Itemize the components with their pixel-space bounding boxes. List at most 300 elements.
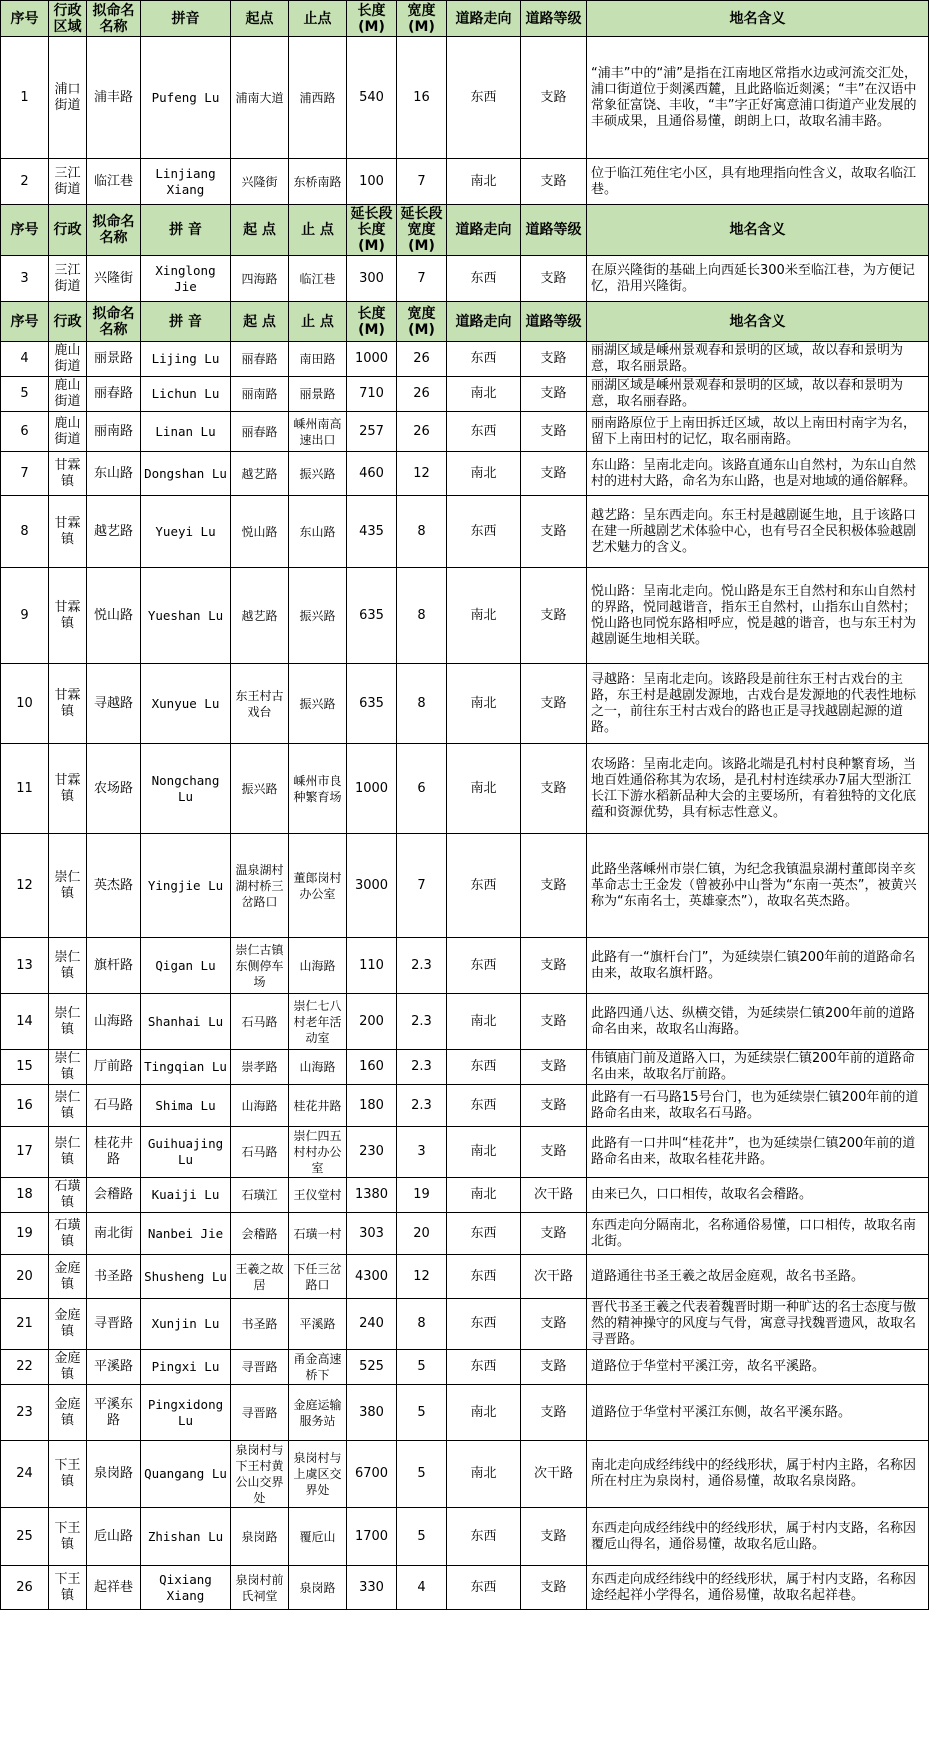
- cell-grade: 支路: [521, 1566, 587, 1610]
- cell-length: 635: [347, 664, 397, 744]
- cell-seq: 14: [1, 994, 49, 1050]
- cell-dir: 南北: [447, 159, 521, 205]
- cell-width: 2.3: [397, 1050, 447, 1085]
- cell-dir: 南北: [447, 377, 521, 412]
- header-dir: 道路走向: [447, 205, 521, 256]
- cell-seq: 9: [1, 568, 49, 664]
- cell-end: 平溪路: [289, 1299, 347, 1350]
- cell-region: 石璜镇: [49, 1213, 87, 1255]
- cell-end: 崇仁四五村村办公室: [289, 1127, 347, 1178]
- header-row: [1, 302, 929, 342]
- header-seq: 序号: [1, 1, 49, 37]
- cell-pinyin: Yingjie Lu: [141, 834, 231, 938]
- header-meaning: 地名含义: [587, 1, 929, 37]
- table-row: [1, 938, 929, 994]
- cell-end: 山海路: [289, 1050, 347, 1085]
- cell-seq: 11: [1, 744, 49, 834]
- cell-meaning: 东西走向分隔南北，名称通俗易懂，口口相传，故取名南北街。: [587, 1213, 929, 1255]
- cell-width: 26: [397, 412, 447, 452]
- header-name: 拟命名名称: [87, 205, 141, 256]
- cell-start: 书圣路: [231, 1299, 289, 1350]
- cell-name: 泉岗路: [87, 1441, 141, 1508]
- cell-end: 振兴路: [289, 452, 347, 496]
- cell-name: 厅前路: [87, 1050, 141, 1085]
- header-start: 起点: [231, 1, 289, 37]
- cell-length: 160: [347, 1050, 397, 1085]
- cell-end: 桂花井路: [289, 1085, 347, 1127]
- header-width: 宽度(M): [397, 1, 447, 37]
- cell-pinyin: Xinglong Jie: [141, 256, 231, 302]
- header-end: 止 点: [289, 205, 347, 256]
- cell-start: 会稽路: [231, 1213, 289, 1255]
- cell-grade: 支路: [521, 452, 587, 496]
- cell-region: 金庭镇: [49, 1299, 87, 1350]
- cell-grade: 支路: [521, 1085, 587, 1127]
- cell-grade: 支路: [521, 744, 587, 834]
- cell-end: 振兴路: [289, 664, 347, 744]
- cell-start: 丽南路: [231, 377, 289, 412]
- header-meaning: 地名含义: [587, 302, 929, 342]
- cell-pinyin: Yueyi Lu: [141, 496, 231, 568]
- cell-start: 石璜江: [231, 1178, 289, 1213]
- cell-width: 2.3: [397, 994, 447, 1050]
- cell-seq: 5: [1, 377, 49, 412]
- cell-start: 泉岗村与下王村黄公山交界处: [231, 1441, 289, 1508]
- cell-meaning: 此路有一口井叫“桂花井”，也为延续崇仁镇200年前的道路命名由来，故取名桂花井路。: [587, 1127, 929, 1178]
- cell-name: 桂花井路: [87, 1127, 141, 1178]
- cell-region: 石璜镇: [49, 1178, 87, 1213]
- cell-meaning: 东山路：呈南北走向。该路直通东山自然村，为东山自然村的进村大路，命名为东山路，也是对地域的通俗解释。: [587, 452, 929, 496]
- cell-meaning: 悦山路：呈南北走向。悦山路是东王自然村和东山自然村的界路，悦同越谐音，指东王自然村，山指东山自然村；悦山路也同悦东路相呼应，悦是越的谐音，也与东王村为越剧诞生地相关联。: [587, 568, 929, 664]
- cell-seq: 20: [1, 1255, 49, 1299]
- cell-length: 1000: [347, 342, 397, 377]
- table-row: [1, 1566, 929, 1610]
- cell-dir: 东西: [447, 1350, 521, 1385]
- table-row: [1, 1178, 929, 1213]
- cell-pinyin: Shima Lu: [141, 1085, 231, 1127]
- header-start: 起 点: [231, 302, 289, 342]
- cell-region: 甘霖镇: [49, 452, 87, 496]
- cell-region: 甘霖镇: [49, 744, 87, 834]
- cell-meaning: 丽南路原位于上南田拆迁区域，故以上南田村南字为名，留下上南田村的记忆，取名丽南路。: [587, 412, 929, 452]
- header-pinyin: 拼音: [141, 1, 231, 37]
- cell-region: 下王镇: [49, 1508, 87, 1566]
- cell-length: 540: [347, 37, 397, 159]
- cell-start: 四海路: [231, 256, 289, 302]
- cell-width: 26: [397, 377, 447, 412]
- header-seq: 序号: [1, 302, 49, 342]
- cell-region: 浦口街道: [49, 37, 87, 159]
- cell-length: 710: [347, 377, 397, 412]
- cell-width: 8: [397, 1299, 447, 1350]
- cell-width: 3: [397, 1127, 447, 1178]
- cell-end: 泉岗路: [289, 1566, 347, 1610]
- cell-length: 330: [347, 1566, 397, 1610]
- cell-seq: 18: [1, 1178, 49, 1213]
- cell-grade: 支路: [521, 159, 587, 205]
- cell-end: 振兴路: [289, 568, 347, 664]
- cell-dir: 东西: [447, 1255, 521, 1299]
- cell-dir: 东西: [447, 37, 521, 159]
- header-name: 拟命名名称: [87, 1, 141, 37]
- header-grade: 道路等级: [521, 1, 587, 37]
- cell-length: 303: [347, 1213, 397, 1255]
- table-row: [1, 1299, 929, 1350]
- cell-dir: 东西: [447, 412, 521, 452]
- cell-pinyin: Pingxi Lu: [141, 1350, 231, 1385]
- header-grade: 道路等级: [521, 302, 587, 342]
- cell-name: 兴隆街: [87, 256, 141, 302]
- cell-width: 5: [397, 1508, 447, 1566]
- cell-start: 崇仁古镇东侧停车场: [231, 938, 289, 994]
- cell-end: 石璜一村: [289, 1213, 347, 1255]
- cell-seq: 10: [1, 664, 49, 744]
- cell-dir: 东西: [447, 1299, 521, 1350]
- cell-width: 4: [397, 1566, 447, 1610]
- cell-pinyin: Quangang Lu: [141, 1441, 231, 1508]
- cell-region: 崇仁镇: [49, 1085, 87, 1127]
- cell-end: 王仪堂村: [289, 1178, 347, 1213]
- cell-pinyin: Kuaiji Lu: [141, 1178, 231, 1213]
- cell-dir: 南北: [447, 744, 521, 834]
- cell-meaning: 南北走向成经纬线中的经线形状，属于村内主路，名称因所在村庄为泉岗村，通俗易懂，故取名泉岗路。: [587, 1441, 929, 1508]
- cell-dir: 东西: [447, 938, 521, 994]
- table-row: [1, 1255, 929, 1299]
- cell-name: 旗杆路: [87, 938, 141, 994]
- cell-dir: 东西: [447, 1213, 521, 1255]
- cell-start: 温泉湖村湖村桥三岔路口: [231, 834, 289, 938]
- cell-pinyin: Xunjin Lu: [141, 1299, 231, 1350]
- cell-seq: 16: [1, 1085, 49, 1127]
- cell-dir: 南北: [447, 1385, 521, 1441]
- cell-end: 泉岗村与上虞区交界处: [289, 1441, 347, 1508]
- cell-length: 230: [347, 1127, 397, 1178]
- cell-width: 8: [397, 568, 447, 664]
- cell-pinyin: Yueshan Lu: [141, 568, 231, 664]
- cell-name: 书圣路: [87, 1255, 141, 1299]
- cell-seq: 2: [1, 159, 49, 205]
- cell-dir: 东西: [447, 1508, 521, 1566]
- cell-name: 南北街: [87, 1213, 141, 1255]
- cell-region: 崇仁镇: [49, 938, 87, 994]
- table-row: [1, 159, 929, 205]
- cell-length: 1700: [347, 1508, 397, 1566]
- cell-start: 寻晋路: [231, 1385, 289, 1441]
- cell-start: 浦南大道: [231, 37, 289, 159]
- table-row: [1, 1213, 929, 1255]
- header-length: 长度(M): [347, 302, 397, 342]
- cell-meaning: 道路通往书圣王羲之故居金庭观，故名书圣路。: [587, 1255, 929, 1299]
- cell-grade: 支路: [521, 377, 587, 412]
- cell-seq: 21: [1, 1299, 49, 1350]
- cell-pinyin: Pingxidong Lu: [141, 1385, 231, 1441]
- table-row: [1, 452, 929, 496]
- cell-start: 东王村古戏台: [231, 664, 289, 744]
- cell-seq: 19: [1, 1213, 49, 1255]
- cell-region: 下王镇: [49, 1441, 87, 1508]
- cell-length: 435: [347, 496, 397, 568]
- table-row: [1, 1350, 929, 1385]
- cell-length: 3000: [347, 834, 397, 938]
- cell-start: 丽春路: [231, 412, 289, 452]
- cell-grade: 支路: [521, 496, 587, 568]
- cell-dir: 南北: [447, 1178, 521, 1213]
- header-width: 宽度(M): [397, 302, 447, 342]
- cell-pinyin: Qixiang Xiang: [141, 1566, 231, 1610]
- cell-meaning: 丽湖区域是嵊州景观春和景明的区域，故以春和景明为意，取名丽景路。: [587, 342, 929, 377]
- cell-start: 泉岗村前氏祠堂: [231, 1566, 289, 1610]
- cell-grade: 支路: [521, 994, 587, 1050]
- cell-grade: 次干路: [521, 1178, 587, 1213]
- cell-dir: 东西: [447, 496, 521, 568]
- cell-grade: 支路: [521, 834, 587, 938]
- cell-start: 丽春路: [231, 342, 289, 377]
- cell-length: 200: [347, 994, 397, 1050]
- cell-region: 三江街道: [49, 159, 87, 205]
- cell-dir: 南北: [447, 664, 521, 744]
- cell-seq: 24: [1, 1441, 49, 1508]
- cell-region: 金庭镇: [49, 1385, 87, 1441]
- cell-start: 崇孝路: [231, 1050, 289, 1085]
- cell-dir: 南北: [447, 994, 521, 1050]
- cell-grade: 次干路: [521, 1441, 587, 1508]
- header-end: 止 点: [289, 302, 347, 342]
- cell-pinyin: Nongchang Lu: [141, 744, 231, 834]
- cell-start: 石马路: [231, 994, 289, 1050]
- cell-length: 1380: [347, 1178, 397, 1213]
- cell-pinyin: Shanhai Lu: [141, 994, 231, 1050]
- cell-meaning: 寻越路：呈南北走向。该路段是前往东王村古戏台的主路，东王村是越剧发源地，古戏台是发源地的代表性地标之一，前往东王村古戏台的路也正是寻找越剧起源的道路。: [587, 664, 929, 744]
- cell-start: 石马路: [231, 1127, 289, 1178]
- table-row: [1, 412, 929, 452]
- cell-name: 东山路: [87, 452, 141, 496]
- table-row: [1, 834, 929, 938]
- cell-seq: 6: [1, 412, 49, 452]
- cell-name: 农场路: [87, 744, 141, 834]
- table-row: [1, 994, 929, 1050]
- cell-seq: 26: [1, 1566, 49, 1610]
- cell-meaning: 伟镇庙门前及道路入口，为延续崇仁镇200年前的道路命名由来，故取名厅前路。: [587, 1050, 929, 1085]
- cell-name: 悦山路: [87, 568, 141, 664]
- cell-meaning: “浦丰”中的“浦”是指在江南地区常指水边或河流交汇处，浦口街道位于剡溪西麓，且此路临近剡溪；“丰”在汉语中常象征富饶、丰收，“丰”字正好寓意浦口街道产业发展的丰硕成果，且通俗易懂，朗朗上口，故取名浦丰路。: [587, 37, 929, 159]
- header-row: [1, 1, 929, 37]
- cell-meaning: 东西走向成经纬线中的经线形状，属于村内支路，名称因途经起祥小学得名，通俗易懂，故取名起祥巷。: [587, 1566, 929, 1610]
- cell-end: 嵊州南高速出口: [289, 412, 347, 452]
- cell-start: 兴隆街: [231, 159, 289, 205]
- table-row: [1, 1508, 929, 1566]
- cell-width: 19: [397, 1178, 447, 1213]
- cell-end: 金庭运输服务站: [289, 1385, 347, 1441]
- header-width: 延长段宽度(M): [397, 205, 447, 256]
- cell-pinyin: Dongshan Lu: [141, 452, 231, 496]
- cell-length: 240: [347, 1299, 397, 1350]
- cell-length: 180: [347, 1085, 397, 1127]
- cell-meaning: 晋代书圣王羲之代表着魏晋时期一种旷达的名士态度与傲然的精神操守的风度与气骨，寓意寻找魏晋遗风，故取名寻晋路。: [587, 1299, 929, 1350]
- cell-name: 丽南路: [87, 412, 141, 452]
- cell-seq: 22: [1, 1350, 49, 1385]
- cell-name: 浦丰路: [87, 37, 141, 159]
- cell-start: 王羲之故居: [231, 1255, 289, 1299]
- cell-width: 5: [397, 1441, 447, 1508]
- cell-name: 山海路: [87, 994, 141, 1050]
- cell-seq: 12: [1, 834, 49, 938]
- cell-name: 寻晋路: [87, 1299, 141, 1350]
- cell-pinyin: Pufeng Lu: [141, 37, 231, 159]
- cell-name: 寻越路: [87, 664, 141, 744]
- cell-length: 100: [347, 159, 397, 205]
- header-meaning: 地名含义: [587, 205, 929, 256]
- cell-seq: 1: [1, 37, 49, 159]
- cell-end: 董郎岗村办公室: [289, 834, 347, 938]
- cell-pinyin: Lichun Lu: [141, 377, 231, 412]
- header-name: 拟命名名称: [87, 302, 141, 342]
- cell-pinyin: Linan Lu: [141, 412, 231, 452]
- cell-region: 下王镇: [49, 1566, 87, 1610]
- header-end: 止点: [289, 1, 347, 37]
- cell-start: 越艺路: [231, 452, 289, 496]
- cell-end: 东山路: [289, 496, 347, 568]
- cell-pinyin: Linjiang Xiang: [141, 159, 231, 205]
- cell-pinyin: Shusheng Lu: [141, 1255, 231, 1299]
- cell-meaning: 在原兴隆街的基础上向西延长300米至临江巷，为方便记忆，沿用兴隆街。: [587, 256, 929, 302]
- cell-grade: 支路: [521, 568, 587, 664]
- table-row: [1, 37, 929, 159]
- cell-seq: 17: [1, 1127, 49, 1178]
- header-pinyin: 拼 音: [141, 205, 231, 256]
- cell-dir: 东西: [447, 342, 521, 377]
- cell-grade: 支路: [521, 256, 587, 302]
- cell-start: 越艺路: [231, 568, 289, 664]
- cell-meaning: 此路四通八达、纵横交错，为延续崇仁镇200年前的道路命名由来，故取名山海路。: [587, 994, 929, 1050]
- cell-width: 26: [397, 342, 447, 377]
- cell-start: 泉岗路: [231, 1508, 289, 1566]
- cell-width: 20: [397, 1213, 447, 1255]
- cell-length: 525: [347, 1350, 397, 1385]
- cell-width: 12: [397, 1255, 447, 1299]
- cell-grade: 支路: [521, 1127, 587, 1178]
- cell-pinyin: Xunyue Lu: [141, 664, 231, 744]
- cell-start: 寻晋路: [231, 1350, 289, 1385]
- cell-width: 7: [397, 834, 447, 938]
- cell-grade: 支路: [521, 342, 587, 377]
- cell-start: 悦山路: [231, 496, 289, 568]
- cell-grade: 支路: [521, 664, 587, 744]
- cell-length: 300: [347, 256, 397, 302]
- cell-end: 丽景路: [289, 377, 347, 412]
- cell-region: 甘霖镇: [49, 496, 87, 568]
- header-region: 行政: [49, 302, 87, 342]
- cell-width: 7: [397, 256, 447, 302]
- cell-end: 南田路: [289, 342, 347, 377]
- cell-start: 振兴路: [231, 744, 289, 834]
- table-row: [1, 496, 929, 568]
- cell-width: 8: [397, 496, 447, 568]
- table-row: [1, 377, 929, 412]
- cell-width: 5: [397, 1350, 447, 1385]
- cell-width: 2.3: [397, 938, 447, 994]
- cell-width: 8: [397, 664, 447, 744]
- cell-name: 临江巷: [87, 159, 141, 205]
- table-row: [1, 1441, 929, 1508]
- table-row: [1, 1050, 929, 1085]
- cell-grade: 支路: [521, 1508, 587, 1566]
- cell-grade: 支路: [521, 412, 587, 452]
- cell-meaning: 道路位于华堂村平溪江旁，故名平溪路。: [587, 1350, 929, 1385]
- cell-region: 崇仁镇: [49, 1050, 87, 1085]
- cell-seq: 23: [1, 1385, 49, 1441]
- cell-dir: 南北: [447, 568, 521, 664]
- cell-start: 山海路: [231, 1085, 289, 1127]
- cell-name: 丽春路: [87, 377, 141, 412]
- cell-region: 甘霖镇: [49, 664, 87, 744]
- cell-end: 下任三岔路口: [289, 1255, 347, 1299]
- cell-width: 16: [397, 37, 447, 159]
- cell-seq: 8: [1, 496, 49, 568]
- cell-meaning: 农场路：呈南北走向。该路北端是孔村村良种繁育场，当地百姓通俗称其为农场，是孔村村连续承办7届大型浙江长江下游水稻新品种大会的主要场所，有着独特的文化底蕴和资源优势，具有标志性意义。: [587, 744, 929, 834]
- header-row: [1, 205, 929, 256]
- header-length: 延长段长度(M): [347, 205, 397, 256]
- cell-meaning: 位于临江苑住宅小区，具有地理指向性含义，故取名临江巷。: [587, 159, 929, 205]
- cell-pinyin: Tingqian Lu: [141, 1050, 231, 1085]
- cell-length: 635: [347, 568, 397, 664]
- cell-name: 卮山路: [87, 1508, 141, 1566]
- cell-dir: 南北: [447, 1441, 521, 1508]
- cell-width: 5: [397, 1385, 447, 1441]
- table-row: [1, 256, 929, 302]
- cell-name: 起祥巷: [87, 1566, 141, 1610]
- cell-region: 三江街道: [49, 256, 87, 302]
- cell-dir: 东西: [447, 834, 521, 938]
- cell-width: 2.3: [397, 1085, 447, 1127]
- cell-end: 嵊州市良种繁育场: [289, 744, 347, 834]
- cell-meaning: 丽湖区域是嵊州景观春和景明的区域，故以春和景明为意，取名丽春路。: [587, 377, 929, 412]
- cell-end: 崇仁七八村老年活动室: [289, 994, 347, 1050]
- cell-name: 平溪路: [87, 1350, 141, 1385]
- table-row: [1, 1127, 929, 1178]
- cell-grade: 支路: [521, 1350, 587, 1385]
- header-grade: 道路等级: [521, 205, 587, 256]
- cell-end: 山海路: [289, 938, 347, 994]
- cell-length: 6700: [347, 1441, 397, 1508]
- cell-seq: 13: [1, 938, 49, 994]
- header-pinyin: 拼 音: [141, 302, 231, 342]
- cell-dir: 东西: [447, 1566, 521, 1610]
- cell-name: 丽景路: [87, 342, 141, 377]
- cell-region: 鹿山街道: [49, 342, 87, 377]
- header-length: 长度(M): [347, 1, 397, 37]
- cell-meaning: 越艺路：呈东西走向。东王村是越剧诞生地，且于该路口在建一所越剧艺术体验中心，也有号召全民积极体验越剧艺术魅力的含义。: [587, 496, 929, 568]
- cell-meaning: 东西走向成经纬线中的经线形状，属于村内支路，名称因覆卮山得名，通俗易懂，故取名卮山路。: [587, 1508, 929, 1566]
- cell-meaning: 道路位于华堂村平溪江东侧，故名平溪东路。: [587, 1385, 929, 1441]
- cell-region: 崇仁镇: [49, 1127, 87, 1178]
- cell-pinyin: Nanbei Jie: [141, 1213, 231, 1255]
- cell-dir: 东西: [447, 256, 521, 302]
- cell-pinyin: Lijing Lu: [141, 342, 231, 377]
- cell-end: 临江巷: [289, 256, 347, 302]
- cell-region: 金庭镇: [49, 1255, 87, 1299]
- cell-dir: 东西: [447, 1085, 521, 1127]
- cell-region: 崇仁镇: [49, 834, 87, 938]
- cell-width: 12: [397, 452, 447, 496]
- cell-end: 浦西路: [289, 37, 347, 159]
- cell-grade: 支路: [521, 1299, 587, 1350]
- cell-grade: 次干路: [521, 1255, 587, 1299]
- cell-seq: 7: [1, 452, 49, 496]
- cell-end: 东桥南路: [289, 159, 347, 205]
- header-dir: 道路走向: [447, 1, 521, 37]
- cell-length: 1000: [347, 744, 397, 834]
- cell-length: 4300: [347, 1255, 397, 1299]
